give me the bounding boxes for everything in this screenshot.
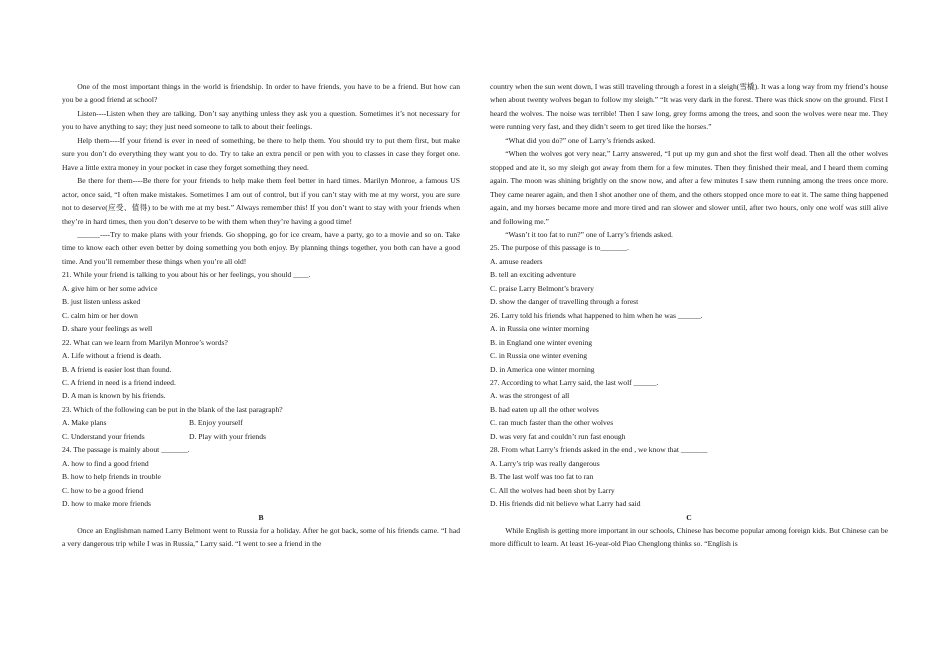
question-23-option-b: B. Enjoy yourself: [189, 418, 243, 428]
story-paragraph-4: “Wasn’t it too fat to run?” one of Larry’s friends asked.: [505, 229, 673, 239]
story-paragraph-2: “What did you do?” one of Larry’s friends asked.: [505, 135, 656, 145]
story-paragraph-3: “When the wolves got very near,” Larry answered, “I put up my gun and shot the first wolf dead. Then all the other wolves stopped and ate it, so my sleigh got away from them for a few minutes. Then they finished their meal, and I heard them coming again. The moon was shining brightly on the snow now, and after a few minutes I saw them running among the trees once more. They came nearer again, and then I shot another one of them, and the others stopped once more to eat it. The same thing happened again, and my horses became more and more tired and ran slower and slower until, after two hours, only one wolf was still alive and following me.”: [490, 149, 888, 226]
section-c-paragraph: While English is getting more important in our schools, Chinese has become popular among foreign kids. But Chinese can be more difficult to learn. At least 16-year-old Piao Chenglong thinks so. “English is: [490, 525, 888, 549]
question-26-option-a: A. in Russia one winter morning: [490, 324, 590, 334]
question-28-option-b: B. The last wolf was too fat to ran: [490, 472, 594, 482]
question-24-option-a: A. how to find a good friend: [62, 458, 149, 468]
section-b-heading: B: [258, 512, 264, 522]
question-27-option-a: A. was the strongest of all: [490, 391, 570, 401]
question-22-option-c: C. A friend in need is a friend indeed.: [62, 377, 176, 387]
question-26-option-c: C. in Russia one winter evening: [490, 351, 588, 361]
question-24-option-d: D. how to make more friends: [62, 499, 151, 509]
section-c-heading: C: [686, 512, 692, 522]
plans-paragraph: ______----Try to make plans with your friends. Go shopping, go for ice cream, have a party, go to a movie and so on. Take time to know each other even better by doing something you both enjoy. By planning things together, you both can have a good time. And you’ll remember these things when you’re all old!: [62, 229, 460, 266]
question-25-option-a: A. amuse readers: [490, 256, 543, 266]
question-23-options-row-1: [62, 416, 460, 429]
question-27-option-d: D. was very fat and couldn’t run fast enough: [490, 431, 626, 441]
question-22-stem: 22. What can we learn from Marilyn Monroe’s words?: [62, 337, 228, 347]
section-b-paragraph: Once an Englishman named Larry Belmont went to Russia for a holiday. After he got back, some of his friends came. “I had a very dangerous trip while I was in Russia,” Larry said. “I went to see a friend in the: [62, 525, 460, 549]
question-23-stem: 23. Which of the following can be put in the blank of the last paragraph?: [62, 404, 283, 414]
question-23-options-row-2: [62, 430, 460, 443]
question-21-option-a: A. give him or her some advice: [62, 283, 158, 293]
question-21-option-d: D. share your feelings as well: [62, 324, 153, 334]
question-21-option-b: B. just listen unless asked: [62, 297, 141, 307]
question-23-option-a: A. Make plans: [62, 418, 107, 428]
question-28-option-c: C. All the wolves had been shot by Larry: [490, 485, 615, 495]
right-column: [490, 80, 888, 551]
question-21-option-c: C. calm him or her down: [62, 310, 138, 320]
intro-paragraph: One of the most important things in the world is friendship. In order to have friends, you have to be a friend. But how can you be a good friend at school?: [62, 82, 460, 105]
question-22-option-d: D. A man is known by his friends.: [62, 391, 166, 401]
help-paragraph: Help them----If your friend is ever in need of something, be there to help them. You should try to put them first, but make sure you don’t do everything they want you to do. Try to take an extra pencil or pen with you to classes in case they forget one. Have a little extra money in your pocket in case they forget something they need.: [62, 135, 460, 172]
question-24-option-c: C. how to be a good friend: [62, 485, 144, 495]
question-25-option-d: D. show the danger of travelling through a forest: [490, 297, 639, 307]
question-26-option-b: B. in England one winter evening: [490, 337, 593, 347]
listen-paragraph: Listen----Listen when they are talking. Don’t say anything unless they ask you a question. Sometimes it’s not necessary for you to have anything to say; they just need someone to talk to about their feelings.: [62, 108, 460, 132]
question-22-option-b: B. A friend is easier lost than found.: [62, 364, 172, 374]
question-26-stem: 26. Larry told his friends what happened to him when he was ______.: [490, 310, 703, 320]
question-25-option-b: B. tell an exciting adventure: [490, 270, 576, 280]
question-23-option-d: D. Play with your friends: [189, 431, 266, 441]
question-23-option-c: C. Understand your friends: [62, 431, 145, 441]
question-24-stem: 24. The passage is mainly about _______.: [62, 445, 190, 455]
question-22-option-a: A. Life without a friend is death.: [62, 351, 162, 361]
left-column: [62, 80, 460, 551]
question-25-option-c: C. praise Larry Belmont’s bravery: [490, 283, 594, 293]
question-27-stem: 27. According to what Larry said, the last wolf ______.: [490, 377, 659, 387]
question-24-option-b: B. how to help friends in trouble: [62, 472, 161, 482]
question-27-option-b: B. had eaten up all the other wolves: [490, 404, 599, 414]
question-27-option-c: C. ran much faster than the other wolves: [490, 418, 614, 428]
question-28-stem: 28. From what Larry’s friends asked in the end , we know that _______: [490, 445, 708, 455]
be-there-paragraph: Be there for them----Be there for your friends to help make them feel better in hard times. Marilyn Monroe, a famous US actor, once said, “I often make mistakes. Sometimes I am out of control, but if you can’t stay with me at my worst, you are sure not to deserve(应受、值得) to be with me at my best.” Always remember this! If you don’t want to stay with your friends when they’re in hard times, then you don’t deserve to be with them when they’re having a good time!: [62, 176, 460, 226]
question-28-option-a: A. Larry’s trip was really dangerous: [490, 458, 600, 468]
question-25-stem: 25. The purpose of this passage is to_______.: [490, 243, 629, 253]
story-paragraph-1: country when the sun went down, I was still traveling through a forest in a sleigh(雪橇). It was a long way from my friend’s house when about twenty wolves began to follow my sleigh.” “It was very dark in the forest. There was thick snow on the ground. First I heard the wolves. The noise was terrible! Then I saw long, grey forms among the trees, and soon the wolves were near me. They were running very fast, and they didn’t seem to get tired like the horses.”: [490, 82, 888, 132]
question-21-stem: 21. While your friend is talking to you about his or her feelings, you should ____.: [62, 270, 311, 280]
question-26-option-d: D. in America one winter morning: [490, 364, 595, 374]
question-28-option-d: D. His friends did nit believe what Larry had said: [490, 499, 641, 509]
